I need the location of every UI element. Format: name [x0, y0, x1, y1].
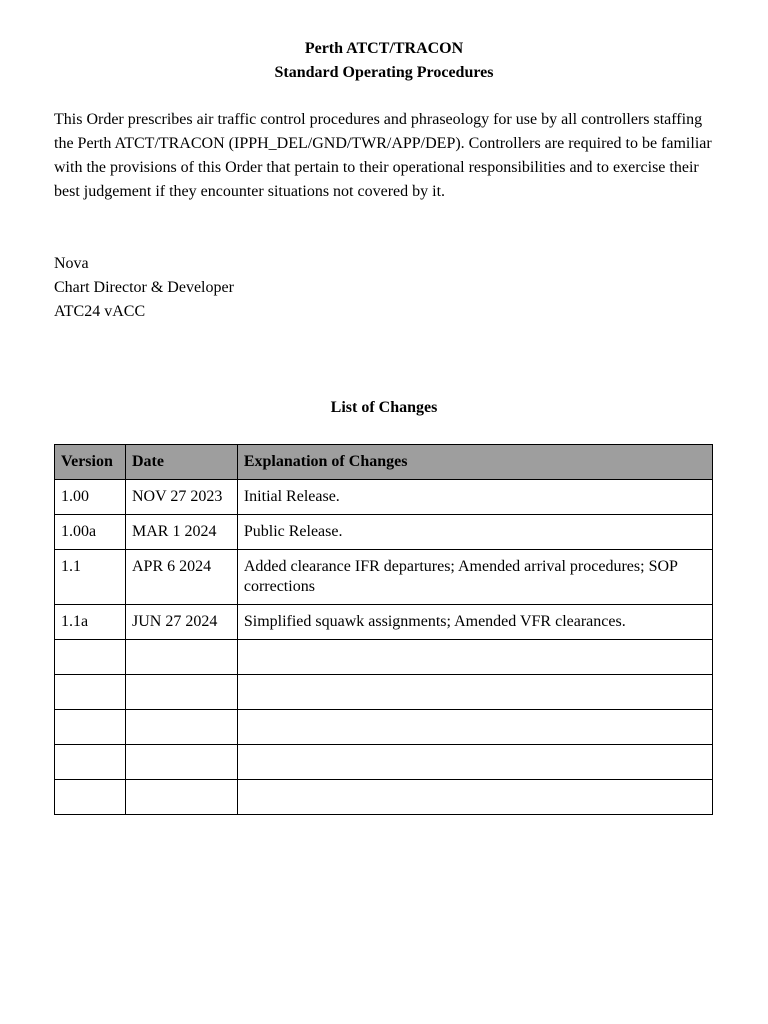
table-header-row: [55, 445, 713, 480]
cell-explanation: [237, 640, 712, 675]
table-row: [55, 780, 713, 815]
column-header-date: Date: [125, 445, 237, 480]
title-line-1: Perth ATCT/TRACON: [304, 40, 464, 57]
cell-date: JUN 27 2024: [125, 605, 237, 640]
cell-version: [55, 640, 126, 675]
cell-date: [125, 780, 237, 815]
document-title: [0, 37, 768, 85]
cell-version: [55, 745, 126, 780]
cell-date: APR 6 2024: [125, 550, 237, 605]
table-row: [55, 550, 713, 605]
table-row: [55, 745, 713, 780]
signature-block: [54, 252, 234, 324]
cell-version: 1.1a: [55, 605, 126, 640]
cell-version: 1.00: [55, 480, 126, 515]
title-line-2: Standard Operating Procedures: [274, 64, 494, 81]
cell-explanation: Initial Release.: [237, 480, 712, 515]
table-row: [55, 640, 713, 675]
cell-explanation: [237, 780, 712, 815]
table-row: [55, 515, 713, 550]
table-row: [55, 710, 713, 745]
signature-role: Chart Director & Developer: [54, 279, 234, 296]
cell-explanation: [237, 675, 712, 710]
column-header-version: Version: [55, 445, 126, 480]
changes-heading: List of Changes: [330, 399, 438, 416]
cell-version: [55, 710, 126, 745]
cell-explanation: Public Release.: [237, 515, 712, 550]
cell-date: NOV 27 2023: [125, 480, 237, 515]
cell-version: [55, 780, 126, 815]
changes-table: [54, 444, 713, 815]
cell-explanation: [237, 710, 712, 745]
column-header-explanation: Explanation of Changes: [237, 445, 712, 480]
cell-version: 1.1: [55, 550, 126, 605]
cell-date: [125, 710, 237, 745]
cell-date: [125, 640, 237, 675]
cell-explanation: Added clearance IFR departures; Amended arrival procedures; SOP corrections: [237, 550, 712, 605]
cell-date: MAR 1 2024: [125, 515, 237, 550]
table-row: [55, 605, 713, 640]
cell-version: 1.00a: [55, 515, 126, 550]
intro-paragraph: This Order prescribes air traffic control procedures and phraseology for use by all controllers staffing the Perth ATCT/TRACON (IPPH_DEL/GND/TWR/APP/DEP). Controllers are required to be familiar with the provisions of this Order that pertain to their operational responsibilities and to exercise their best judgement if they encounter situations not covered by it.: [54, 111, 712, 200]
table-row: [55, 675, 713, 710]
cell-date: [125, 675, 237, 710]
table-row: [55, 480, 713, 515]
cell-explanation: Simplified squawk assignments; Amended VFR clearances.: [237, 605, 712, 640]
signature-org: ATC24 vACC: [54, 303, 146, 320]
cell-date: [125, 745, 237, 780]
cell-version: [55, 675, 126, 710]
signature-name: Nova: [54, 255, 89, 272]
cell-explanation: [237, 745, 712, 780]
